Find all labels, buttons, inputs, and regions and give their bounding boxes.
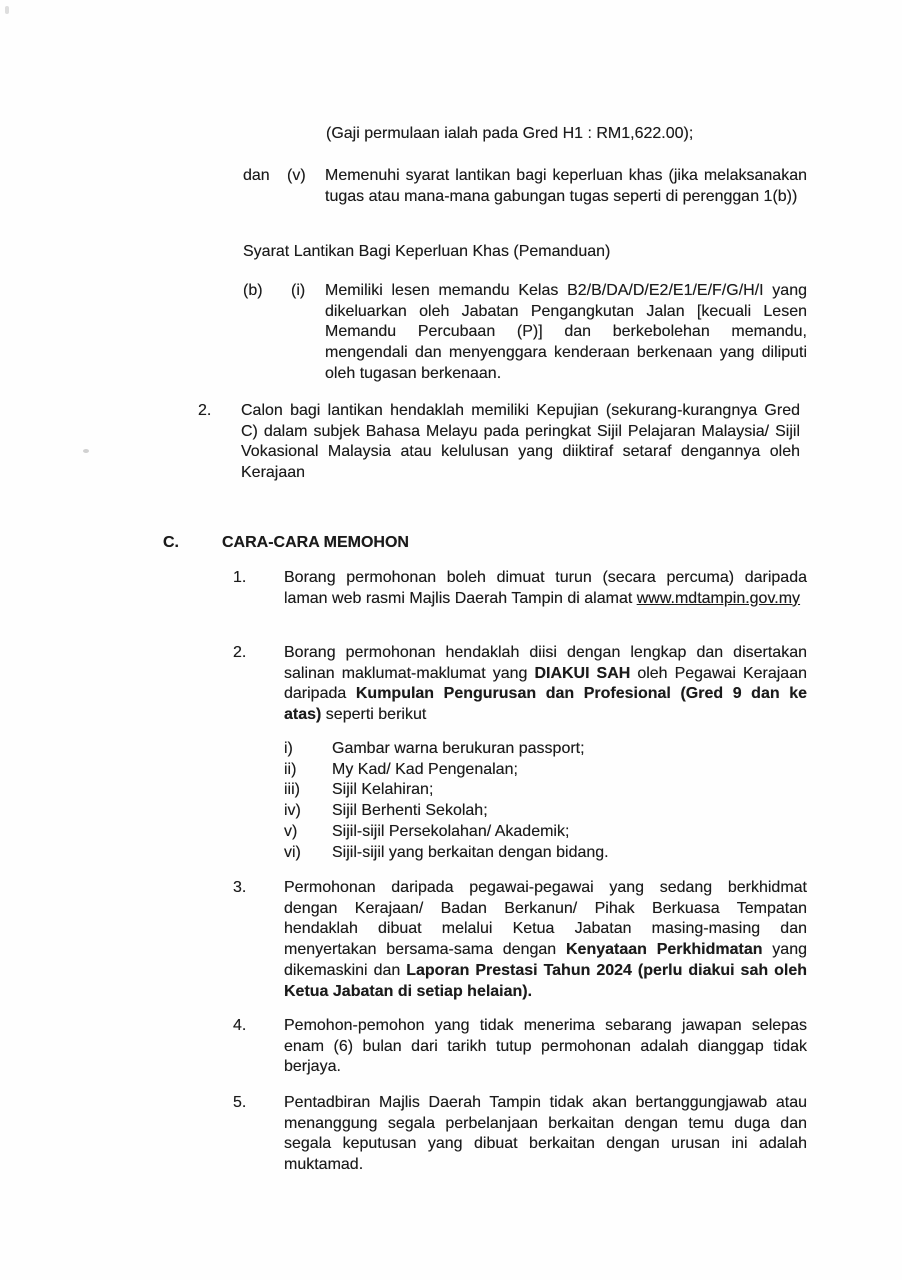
clause-text: Memiliki lesen memandu Kelas B2/B/DA/D/E2/E1/E/F/G/H/I yang dikeluarkan oleh Jabatan Pengangkutan Jalan [kecuali Lesen Memandu Percubaan (P)] dan berkebolehan memandu, mengendali dan menyenggara kenderaan berkenaan yang diliputi oleh tugasan berkenaan. [325,282,807,382]
apply-item-2 [233,643,807,726]
clause-marker: (v) [287,167,306,184]
apply-item-3 [233,878,807,1002]
item-number: 5. [233,1094,247,1111]
text-run: Kenyataan Perkhidmatan [565,941,763,959]
salary-note: (Gaji permulaan ialah pada Gred H1 : RM1,622.00); [326,125,694,142]
list-item-text: Sijil Kelahiran; [332,781,434,799]
section-c-heading [163,533,409,554]
text-run: DIAKUI SAH [534,664,631,682]
section-letter: C. [163,534,179,551]
item-text [284,643,807,726]
section-title: CARA-CARA MEMOHON [222,534,409,551]
scan-speck [83,449,89,453]
text-run: Permohonan daripada pegawai-pegawai yang sedang berkhidmat dengan Kerajaan/ Badan Berkanun/ Pihak Berkuasa Tempatan hendaklah dibuat melalui Ketua Jabatan masing-masing dan menyertakan bersama-sama dengan [284,879,807,959]
text-run: Borang permohonan hendaklah diisi dengan lengkap dan disertakan salinan maklumat-maklumat yang [284,644,807,682]
list-item [284,822,609,843]
list-item [284,801,609,822]
website-link[interactable]: www.mdtampin.gov.my [636,589,801,607]
item-number: 2. [198,402,212,419]
clause-marker-b: (b) [243,282,263,299]
item-number: 1. [233,569,247,586]
text-run: oleh Pegawai Kerajaan daripada [284,664,807,703]
list-item-text: Sijil Berhenti Sekolah; [332,802,488,820]
special-requirement-heading: Syarat Lantikan Bagi Keperluan Khas (Pemanduan) [243,243,611,260]
item-number: 3. [233,879,247,896]
item-text [284,568,807,609]
item-text: Pemohon-pemohon yang tidak menerima sebarang jawapan selepas enam (6) bulan dari tarikh tutup permohonan adalah dianggap tidak berjaya. [284,1017,807,1076]
apply-item-4 [233,1016,807,1078]
text-run: Laporan Prestasi Tahun 2024 (perlu diakui sah oleh Ketua Jabatan di setiap helaian). [284,961,807,1000]
clause-conjunction: dan [243,167,270,184]
text-run: yang dikemaskini dan [284,941,808,979]
requirement-clause-v [243,166,807,207]
item-number: 4. [233,1017,247,1034]
list-item-label: iv) [284,802,301,820]
text-run: seperti berikut [321,706,427,724]
list-item [284,780,609,801]
list-item-label: vi) [284,843,301,861]
text-run: Borang permohonan boleh dimuat turun (secara percuma) daripada laman web rasmi Majlis Daerah Tampin di alamat [284,569,807,607]
list-item-text: Sijil-sijil Persekolahan/ Akademik; [332,822,570,840]
text-run: Kumpulan Pengurusan dan Profesional (Gred 9 dan ke atas) [284,685,808,724]
item-number: 2. [233,644,247,661]
apply-item-1 [233,568,807,609]
scan-speck [5,6,9,14]
item-text: Calon bagi lantikan hendaklah memiliki Kepujian (sekurang-kurangnya Gred C) dalam subjek Bahasa Melayu pada peringkat Sijil Pelajaran Malaysia/ Sijil Vokasional Malaysia atau kelulusan yang diiktiraf setaraf dengannya oleh Kerajaan [241,402,800,482]
list-item [284,760,609,781]
list-item-text: Gambar warna berukuran passport; [332,740,585,757]
list-item-label: v) [284,822,298,840]
apply-item-5 [233,1093,807,1176]
clause-text: Memenuhi syarat lantikan bagi keperluan khas (jika melaksanakan tugas atau mana-mana gabungan tugas seperti di perenggan 1(b)) [325,167,807,205]
item-text: Pentadbiran Majlis Daerah Tampin tidak akan bertanggungjawab atau menanggung segala perbelanjaan berkaitan dengan temu duga dan segala keputusan yang dibuat berkaitan dengan urusan ini adalah muktamad. [284,1094,807,1174]
list-item-label: ii) [284,760,297,778]
list-item [284,739,609,760]
clause-marker-i: (i) [291,282,306,299]
list-item-label: iii) [284,781,300,799]
list-item-label: i) [284,740,293,757]
required-documents-list [284,739,609,863]
driving-licence-clause [243,281,807,385]
qualification-item [198,401,800,484]
item-text [284,878,807,1002]
list-item-text: Sijil-sijil yang berkaitan dengan bidang. [332,843,609,861]
list-item [284,843,609,864]
list-item-text: My Kad/ Kad Pengenalan; [332,760,518,778]
